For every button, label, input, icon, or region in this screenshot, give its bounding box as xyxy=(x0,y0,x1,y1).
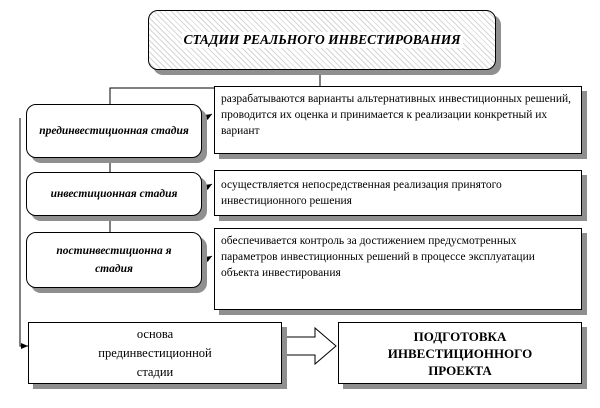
stage-investment-label: инвестиционная стадия xyxy=(50,188,178,200)
stage2-arrow xyxy=(202,184,212,190)
stage-preinvestment xyxy=(26,104,202,158)
desc-postinvestment xyxy=(214,228,582,310)
desc-postinvestment-text: обеспечивается контроль за достижением предусмотренных параметров инвестиционных решений в процессе эксплуатации объекта инвестирования xyxy=(221,235,535,279)
stage3-arrow xyxy=(202,256,212,262)
big-arrow xyxy=(282,328,336,364)
stage-postinvestment xyxy=(26,232,202,288)
desc-preinvestment xyxy=(214,86,582,154)
title-text: СТАДИИ РЕАЛЬНОГО ИНВЕСТИРОВАНИЯ xyxy=(183,32,461,47)
desc-investment xyxy=(214,170,582,216)
desc-investment-text: осуществляется непосредственная реализация принятого инвестиционного решения xyxy=(221,179,502,207)
basis-box xyxy=(28,322,282,384)
desc-preinvestment-text: разрабатываются варианты альтернативных инвестиционных решений, проводится их оценка и принимается к реализации конкретный их вариант xyxy=(221,93,572,137)
title-box xyxy=(148,10,496,70)
result-box xyxy=(338,322,582,384)
result-text: ПОДГОТОВКА ИНВЕСТИЦИОННОГО ПРОЕКТА xyxy=(387,328,533,378)
stage-preinvestment-label: прединвестиционная стадия xyxy=(39,125,189,137)
basis-text: основа прединвестиционной стадии xyxy=(98,326,212,379)
stage-investment xyxy=(26,172,202,216)
stage-postinvestment-label: постинвестиционна я стадия xyxy=(56,245,172,275)
stage1-arrow xyxy=(202,114,212,120)
